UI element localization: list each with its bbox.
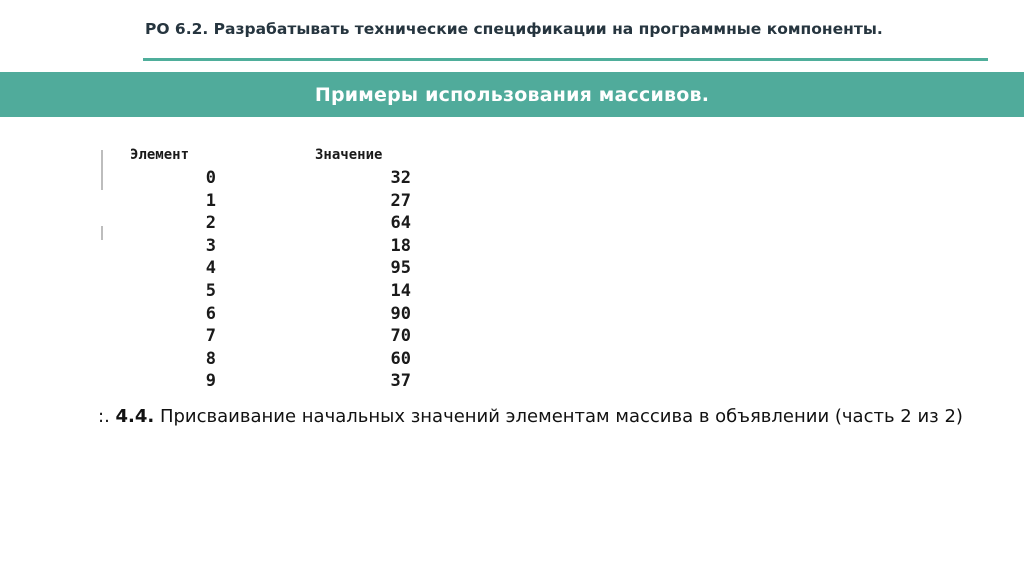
value-cell: 70 [390,326,411,347]
scan-artifact [101,226,103,240]
slide-title: РО 6.2. Разрабатывать технические спецификации на программные компоненты. [145,20,883,38]
column-header-value: Значение [315,147,383,163]
caption-prefix: :. [98,406,116,427]
section-banner [0,72,1024,117]
title-underline [143,58,988,61]
column-header-element: Элемент [130,147,190,163]
element-cell: 9 [205,371,216,392]
value-cell: 14 [390,280,411,301]
value-cell: 37 [390,371,411,392]
element-cell: 2 [205,213,216,234]
scan-artifact [101,150,103,190]
element-cell: 8 [205,348,216,369]
element-cell: 7 [205,326,216,347]
caption-number: 4.4. [115,406,155,427]
value-cell: 60 [390,348,411,369]
figure-caption [98,406,963,427]
value-cell: 32 [390,168,411,188]
element-cell: 6 [205,303,216,324]
banner-text: Примеры использования массивов. [314,83,710,106]
element-cell: 4 [205,258,216,279]
element-cell: 3 [205,235,216,256]
value-cell: 27 [390,190,411,211]
element-cell: 5 [205,280,216,301]
value-cell: 18 [390,235,411,256]
value-cell: 64 [390,213,411,234]
caption-text: Присваивание начальных значений элементам массива в объявлении (часть 2 из 2) [154,406,963,427]
value-cell: 95 [390,258,411,279]
value-cell: 90 [390,303,411,324]
element-cell: 0 [205,168,216,188]
element-cell: 1 [205,190,216,211]
